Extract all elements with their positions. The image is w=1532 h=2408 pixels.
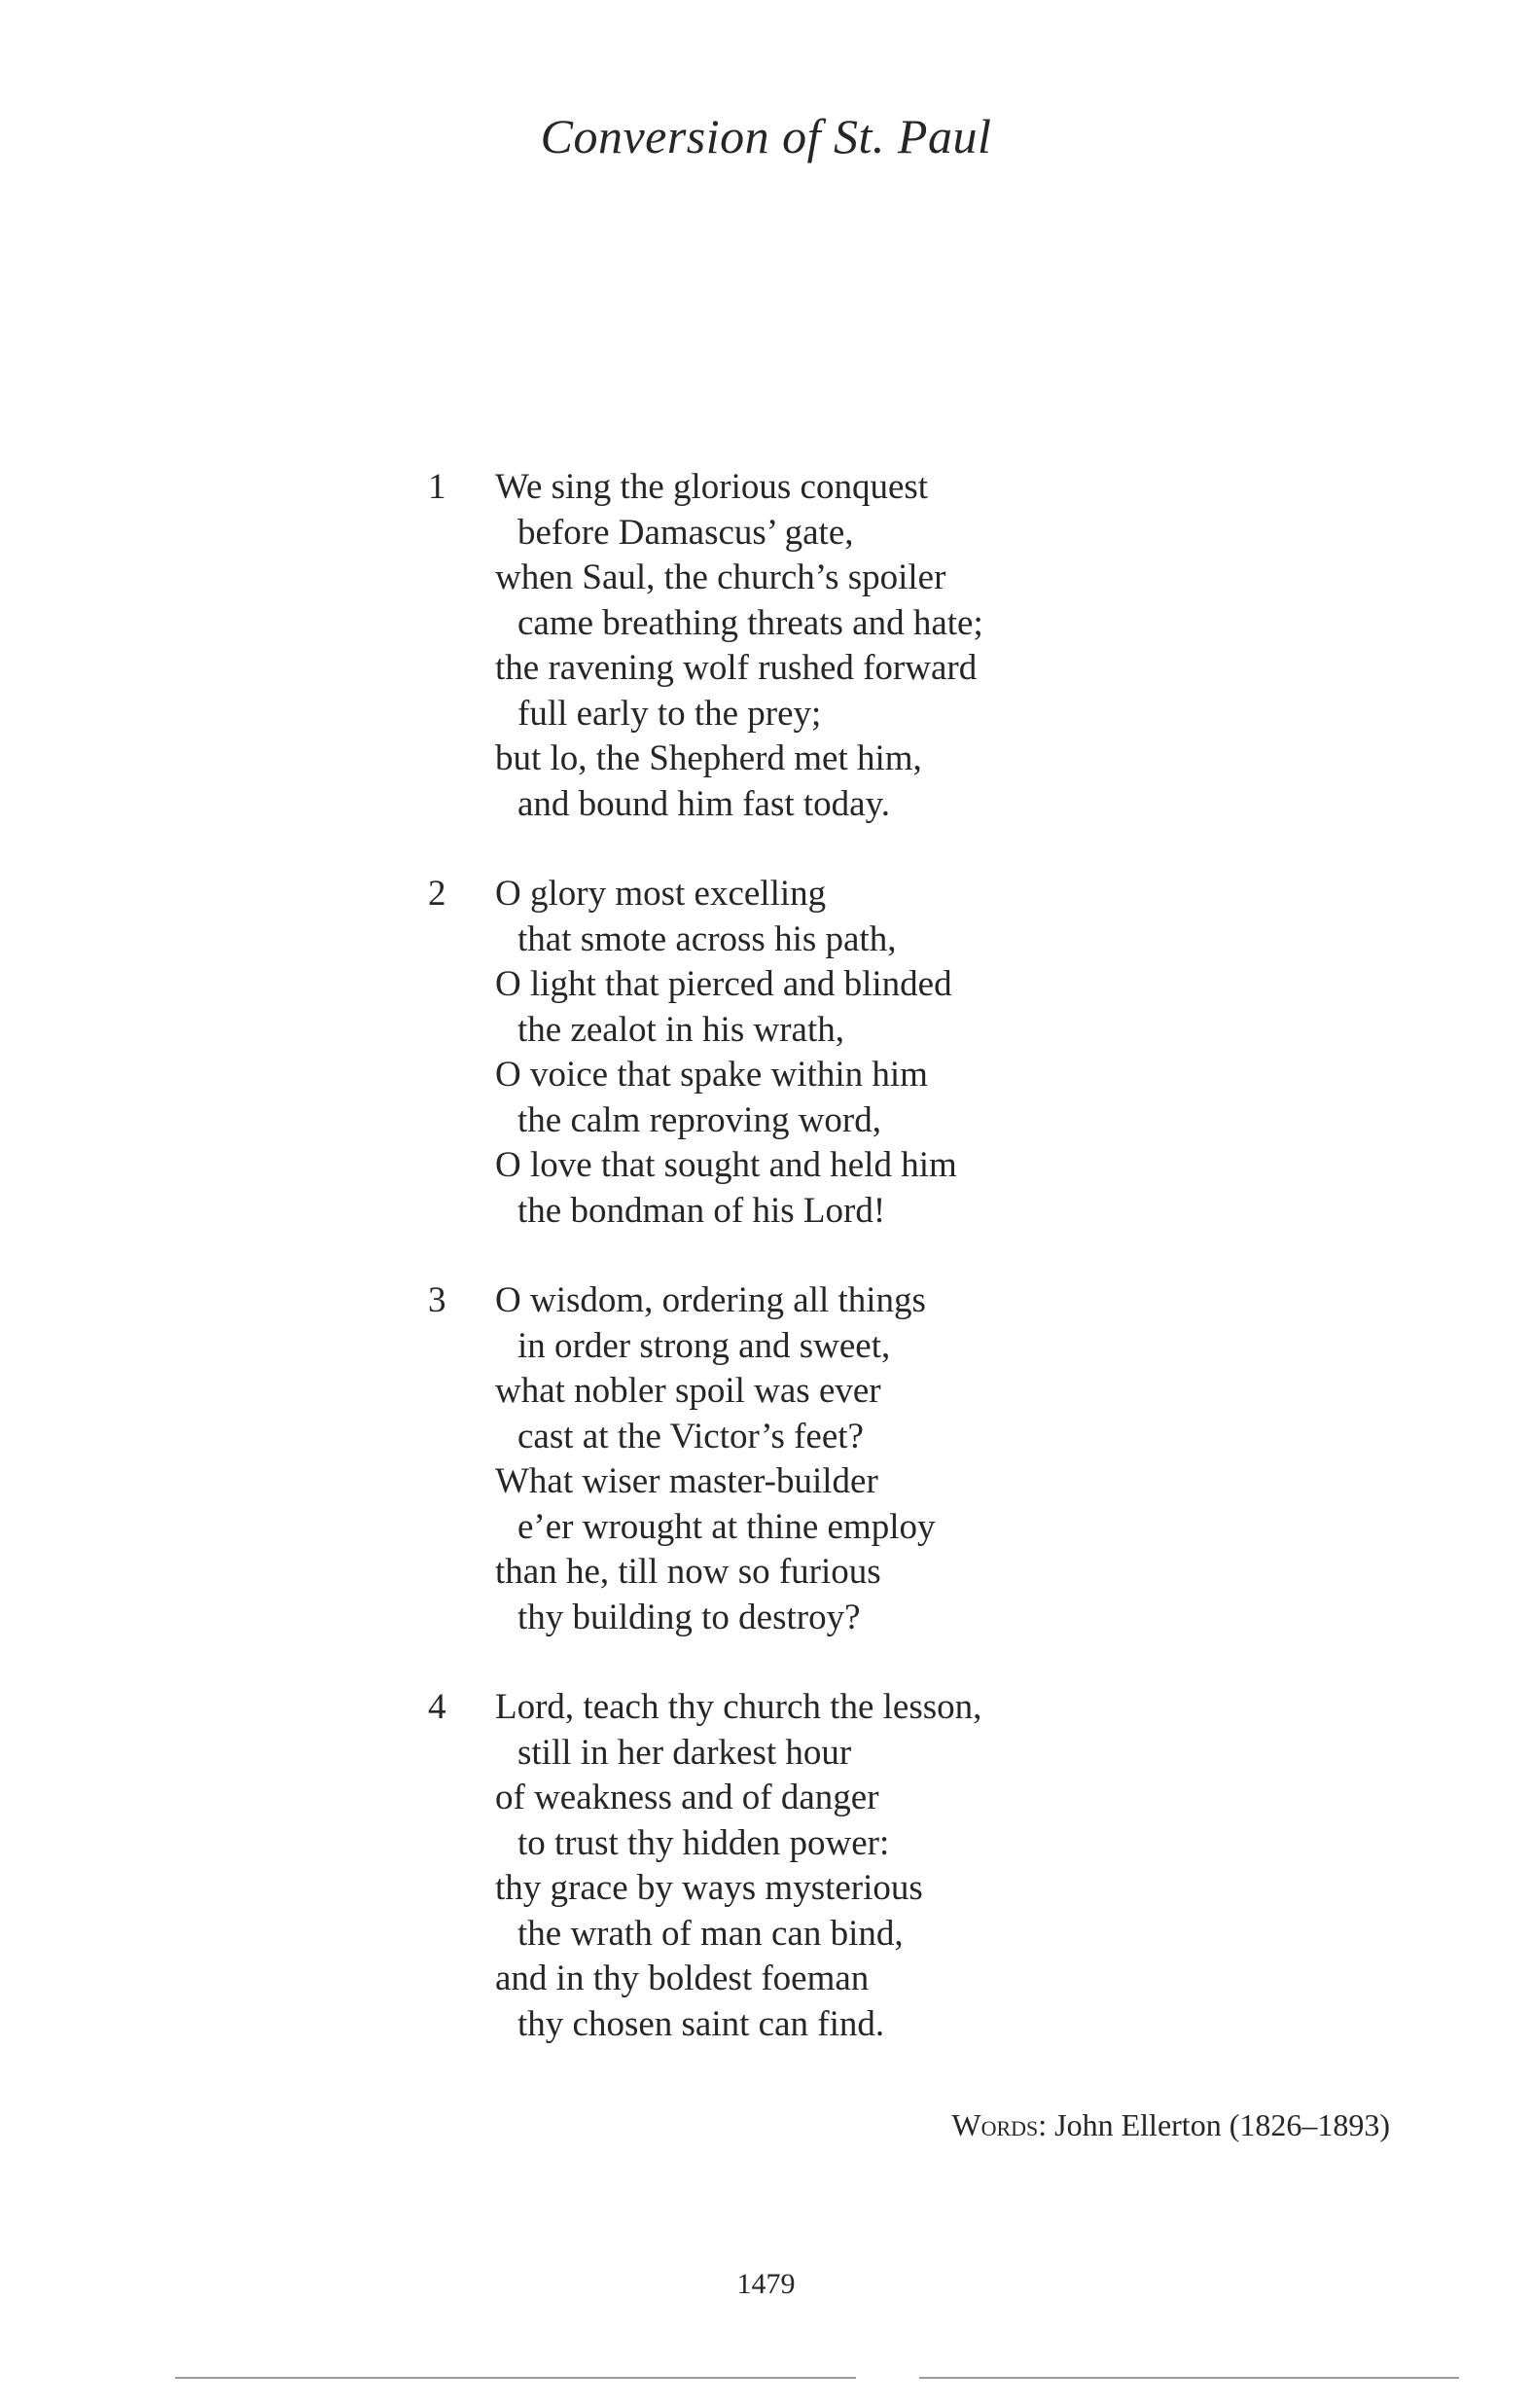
hymn-text	[428, 465, 1109, 2092]
credit-label: Words:	[951, 2107, 1048, 2142]
verse-line: that smote across his path,	[517, 918, 897, 959]
verse-line: and in thy boldest foeman	[495, 1959, 870, 1998]
stanza-lines	[495, 465, 1109, 827]
stanza	[428, 465, 1109, 827]
verse-line: than he, till now so furious	[495, 1552, 881, 1592]
stanza	[428, 1685, 1109, 2047]
verse-line: O light that pierced and blinded	[495, 964, 952, 1004]
verse-line: O wisdom, ordering all things	[495, 1280, 926, 1320]
verse-line: cast at the Victor’s feet?	[517, 1416, 864, 1456]
verse-line: the calm reproving word,	[517, 1099, 881, 1140]
verse-line: what nobler spoil was ever	[495, 1371, 881, 1411]
words-credit	[951, 2103, 1390, 2146]
verse-line: thy building to destroy?	[517, 1597, 861, 1637]
verse-line: but lo, the Shepherd met him,	[495, 738, 922, 778]
stanza-lines	[495, 1685, 1109, 2047]
stanza-number: 2	[428, 874, 446, 914]
verse-line: when Saul, the church’s spoiler	[495, 557, 946, 597]
verse-line: O love that sought and held him	[495, 1145, 957, 1185]
credit-author: John Ellerton (1826–1893)	[1054, 2107, 1390, 2142]
stanza	[428, 872, 1109, 1234]
verse-line: Lord, teach thy church the lesson,	[495, 1687, 982, 1727]
stanza-lines	[495, 872, 1109, 1234]
stanza-number: 3	[428, 1280, 446, 1320]
verse-line: thy grace by ways mysterious	[495, 1868, 923, 1908]
verse-line: and bound him fast today.	[517, 783, 890, 824]
verse-line: O voice that spake within him	[495, 1055, 928, 1095]
page-number: 1479	[736, 2268, 796, 2300]
verse-line: the bondman of his Lord!	[517, 1190, 886, 1231]
verse-line: before Damascus’ gate,	[517, 512, 854, 553]
verse-line: full early to the prey;	[517, 693, 822, 734]
verse-line: to trust thy hidden power:	[517, 1822, 890, 1863]
stanza-number: 4	[428, 1687, 446, 1727]
verse-line: still in her darkest hour	[517, 1732, 852, 1773]
verse-line: the wrath of man can bind,	[517, 1913, 904, 1954]
verse-line: of weakness and of danger	[495, 1778, 879, 1817]
verse-line: came breathing threats and hate;	[517, 602, 983, 643]
footer-rule	[175, 2377, 856, 2379]
verse-line: O glory most excelling	[495, 874, 827, 914]
verse-line: thy chosen saint can find.	[517, 2003, 885, 2044]
verse-line: the zealot in his wrath,	[517, 1009, 844, 1050]
verse-line: What wiser master-builder	[495, 1461, 878, 1501]
stanza-number: 1	[428, 467, 446, 507]
verse-line: e’er wrought at thine employ	[517, 1506, 936, 1547]
verse-line: in order strong and sweet,	[517, 1325, 891, 1366]
stanza-lines	[495, 1278, 1109, 1640]
page-title: Conversion of St. Paul	[540, 109, 992, 163]
verse-line: We sing the glorious conquest	[495, 467, 929, 507]
stanza	[428, 1278, 1109, 1640]
footer-rule	[919, 2377, 1459, 2379]
verse-line: the ravening wolf rushed forward	[495, 648, 978, 688]
